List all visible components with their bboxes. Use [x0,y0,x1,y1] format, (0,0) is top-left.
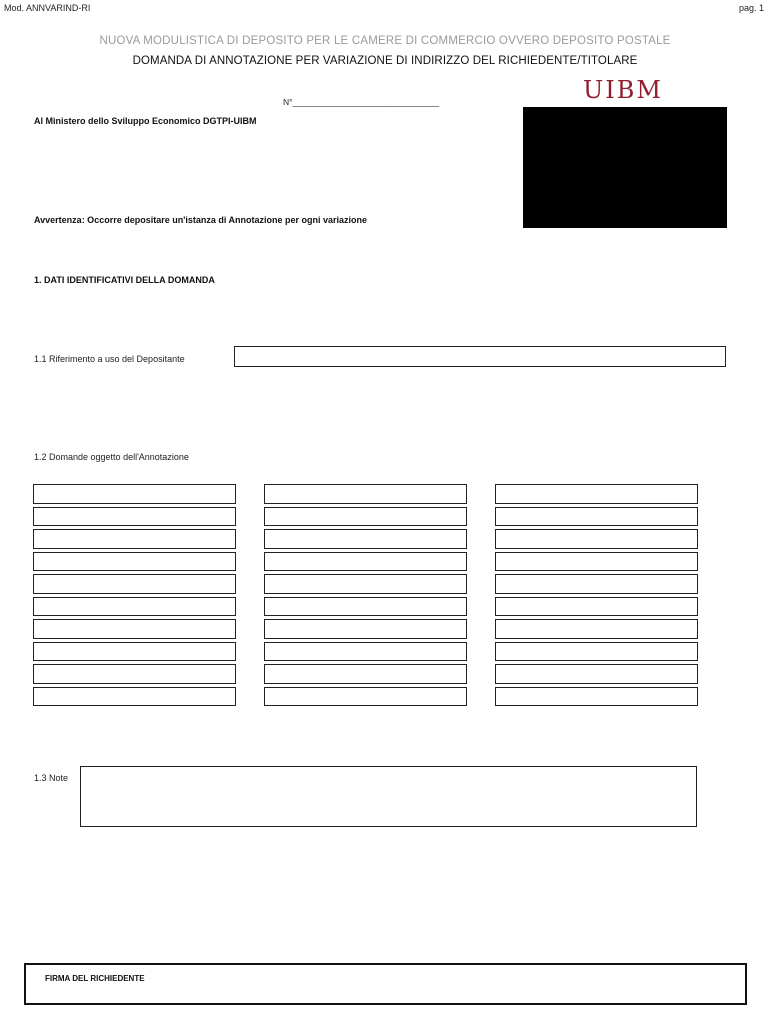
application-number-field[interactable] [495,619,698,639]
application-number-field[interactable] [33,619,236,639]
application-number-field[interactable] [495,552,698,572]
applications-column-1 [33,484,236,706]
application-number-field[interactable] [33,529,236,549]
reference-field[interactable] [234,346,726,367]
application-number-field[interactable] [33,552,236,572]
application-number-field[interactable] [495,664,698,684]
application-number-field[interactable] [33,664,236,684]
application-number-field[interactable] [264,552,467,572]
signature-label: FIRMA DEL RICHIEDENTE [45,974,145,983]
application-number-field[interactable] [495,597,698,617]
document-subtitle: NUOVA MODULISTICA DI DEPOSITO PER LE CAMERE DI COMMERCIO OVVERO DEPOSITO POSTALE [99,35,671,47]
application-number-field[interactable] [495,687,698,707]
form-code: Mod. ANNVARIND-RI [4,3,91,13]
application-number-field[interactable] [264,574,467,594]
application-number-field[interactable] [264,687,467,707]
page-number: pag. 1 [738,3,764,13]
application-number-field[interactable] [495,484,698,504]
applications-column-3 [495,484,698,706]
application-number-line: N°_______________________________ [283,97,440,107]
application-number-field[interactable] [33,484,236,504]
signature-box[interactable] [24,963,747,1005]
notes-field[interactable] [80,766,697,827]
application-number-field[interactable] [33,642,236,662]
application-number-field[interactable] [33,507,236,527]
warning-note: Avvertenza: Occorre depositare un'istanza di Annotazione per ogni variazione [34,215,368,225]
application-number-field[interactable] [495,507,698,527]
application-number-field[interactable] [495,529,698,549]
applications-label: 1.2 Domande oggetto dell'Annotazione [34,452,189,462]
applications-column-2 [264,484,467,706]
application-number-field[interactable] [495,574,698,594]
notes-label: 1.3 Note [34,773,69,783]
application-number-field[interactable] [264,664,467,684]
recipient-line: Al Ministero dello Sviluppo Economico DGTPI-UIBM [34,116,257,126]
application-number-field[interactable] [264,507,467,527]
application-number-field[interactable] [264,529,467,549]
application-number-field[interactable] [264,597,467,617]
application-number-field[interactable] [495,642,698,662]
document-title: DOMANDA DI ANNOTAZIONE PER VARIAZIONE DI INDIRIZZO DEL RICHIEDENTE/TITOLARE [132,55,638,67]
reference-label: 1.1 Riferimento a uso del Depositante [34,354,185,364]
application-number-field[interactable] [264,619,467,639]
application-number-field[interactable] [264,642,467,662]
application-number-field[interactable] [33,687,236,707]
application-number-field[interactable] [33,597,236,617]
application-number-field[interactable] [264,484,467,504]
redacted-block [523,107,727,228]
application-number-field[interactable] [33,574,236,594]
section-heading: 1. DATI IDENTIFICATIVI DELLA DOMANDA [34,275,215,285]
uibm-logo: UIBM [583,76,663,104]
